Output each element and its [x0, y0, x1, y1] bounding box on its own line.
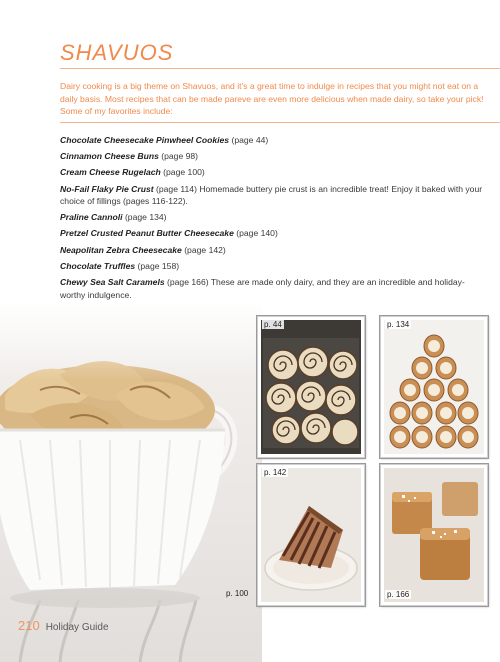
intro-paragraph: Dairy cooking is a big theme on Shavuos, and it's a great time to indulge in recipes that you might not eat on a daily basis. Most recipes that can be made pareve are even more delicious when made dairy, so take your pick! Some of my favorites include: — [60, 81, 484, 116]
list-item — [60, 244, 490, 257]
recipe-note: (page 134) — [122, 212, 167, 223]
zebra-cheesecake-image — [261, 468, 361, 602]
recipe-name: Cinnamon Cheese Buns — [60, 151, 159, 162]
recipe-note: (page 44) — [229, 135, 269, 145]
recipe-name: Cream Cheese Rugelach — [60, 167, 161, 178]
tile-label: p. 44 — [264, 320, 282, 329]
recipe-note: (page 114) Homemade buttery pie crust is an incredible treat! Enjoy it baked with your choice of fillings (pages 116-122). — [60, 183, 483, 207]
list-item — [60, 260, 490, 273]
title-divider — [60, 68, 500, 69]
tile-label: p. 166 — [387, 590, 410, 599]
list-item — [60, 166, 490, 179]
list-item — [60, 227, 490, 240]
caramels-image — [384, 468, 484, 602]
recipe-name: Chocolate Cheesecake Pinwheel Cookies — [60, 135, 230, 145]
pinwheel-cookies-image — [261, 320, 361, 454]
page-title: SHAVUOS — [60, 40, 174, 65]
tile-label: p. 142 — [264, 468, 287, 477]
recipe-note: (page 166) These are made only dairy, and they are an incredible and holiday-worthy indulgence. — [60, 277, 465, 300]
page-footer — [18, 618, 109, 633]
photo-tile-zebra-cheesecake — [257, 464, 365, 606]
page-number: 210 — [18, 618, 40, 633]
bowl-photo-label: p. 100 — [226, 589, 249, 598]
recipe-note: (page 98) — [158, 151, 199, 162]
list-item — [60, 211, 490, 224]
recipe-note: (page 158) — [135, 260, 180, 271]
photo-tile-pinwheel-cookies — [257, 316, 365, 458]
recipe-note: (page 100) — [160, 167, 205, 178]
recipe-note: (page 140) — [233, 228, 278, 239]
list-item — [60, 276, 490, 301]
list-item — [60, 150, 490, 163]
recipe-name: Praline Cannoli — [60, 212, 123, 223]
cannoli-pyramid-image — [384, 320, 484, 454]
list-item — [60, 183, 490, 208]
recipe-list — [60, 134, 490, 305]
photo-fade — [0, 300, 262, 380]
photo-tile-praline-cannoli — [380, 316, 488, 458]
recipe-note: (page 142) — [181, 244, 226, 255]
recipe-name: Pretzel Crusted Peanut Butter Cheesecake — [60, 228, 234, 239]
recipe-name: Neapolitan Zebra Cheesecake — [60, 244, 182, 255]
recipe-name: No-Fail Flaky Pie Crust — [60, 183, 154, 194]
photo-tile-sea-salt-caramels — [380, 464, 488, 606]
recipe-name: Chewy Sea Salt Caramels — [60, 277, 165, 287]
tile-label: p. 134 — [387, 320, 410, 329]
list-item — [60, 134, 490, 147]
intro-divider — [60, 122, 500, 123]
recipe-name: Chocolate Truffles — [60, 260, 136, 271]
footer-title: Holiday Guide — [45, 622, 109, 633]
